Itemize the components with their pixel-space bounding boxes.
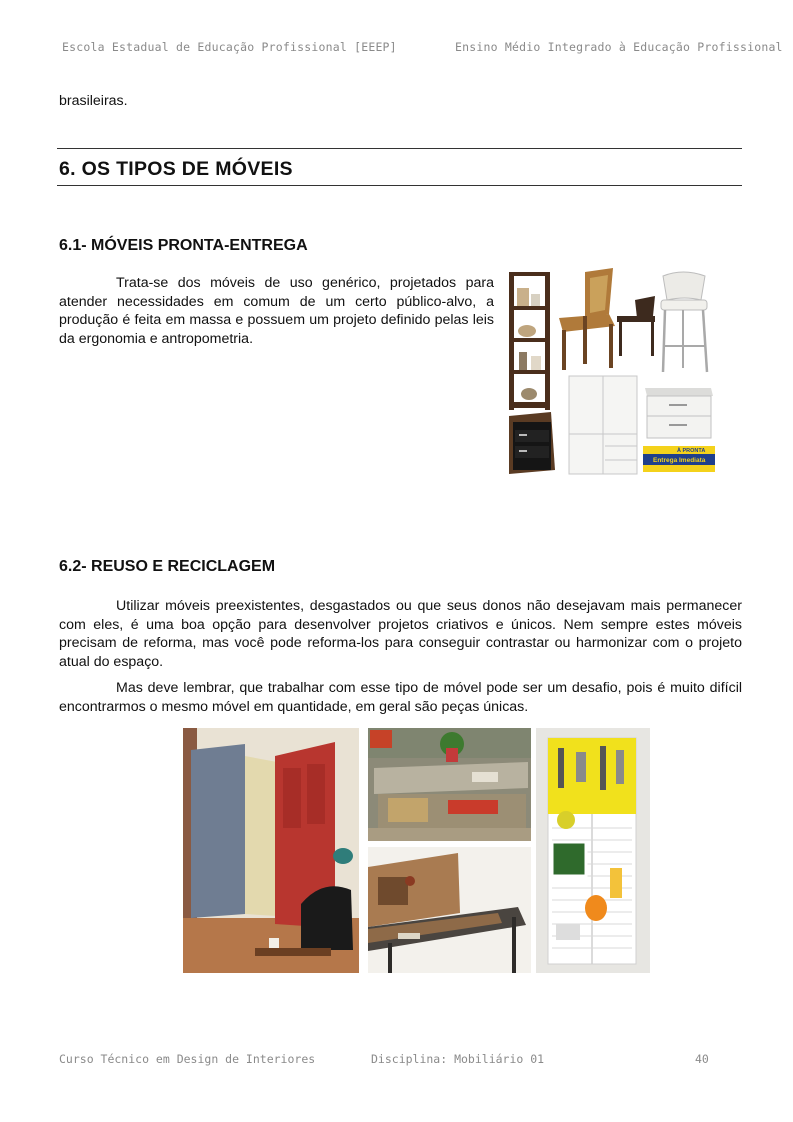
shutter-pegboard-image [536, 728, 650, 973]
doors-divider-image [183, 728, 359, 973]
white-cabinet-illustration [645, 388, 713, 438]
section-title: 6. OS TIPOS DE MÓVEIS [59, 158, 293, 180]
subsection-title-reuse: 6.2- REUSO E RECICLAGEM [59, 558, 276, 575]
badge-line-2: Entrega Imediata [653, 457, 706, 464]
ready-made-furniture-collage [505, 266, 717, 478]
shutter-pegboard-photo [536, 728, 650, 973]
footer-course: Curso Técnico em Design de Interiores [59, 1052, 316, 1066]
door-coffee-table-photo [368, 728, 531, 841]
reuse-paragraph-1: Utilizar móveis preexistentes, desgastados ou que seus donos não desejavam mais permanecer com eles, é uma boa opção para desenvolver projetos criativos e únicos. Nem sempre estes móveis precisam de reforma, mas você pode reforma-los para conseguir contrastar ou harmonizar com o projeto atual do espaço. [59, 598, 742, 670]
badge-line-1: À PRONTA [677, 448, 706, 454]
ready-delivery-badge [643, 446, 715, 472]
white-wardrobe-illustration [569, 376, 637, 474]
footer-page-number: 40 [695, 1052, 709, 1066]
footer-discipline: Disciplina: Mobiliário 01 [371, 1052, 545, 1066]
intro-text-tail: brasileiras. [59, 93, 128, 109]
door-desk-image [368, 847, 531, 973]
header-school: Escola Estadual de Educação Profissional [EEEP] [62, 40, 397, 54]
header-program: Ensino Médio Integrado à Educação Profissional [455, 40, 783, 54]
nightstand-illustration [509, 412, 555, 474]
section-rule-bottom [57, 185, 742, 186]
door-desk-photo [368, 847, 531, 973]
furniture-collage-image [505, 266, 717, 478]
door-coffee-table-image [368, 728, 531, 841]
subsection-title-ready-made: 6.1- MÓVEIS PRONTA-ENTREGA [59, 237, 308, 254]
section-rule-top [57, 148, 742, 149]
ready-made-paragraph: Trata-se dos móveis de uso genérico, projetados para atender necessidades em comum de um certo público-alvo, a produção é feita em massa e possuem um projeto definido pelas leis da ergonomia e antropometria. [59, 275, 494, 347]
doors-divider-photo [183, 728, 359, 973]
reuse-paragraph-2: Mas deve lembrar, que trabalhar com esse tipo de móvel pode ser um desafio, pois é muito difícil encontrarmos o mesmo móvel em quantidade, em geral são peças únicas. [59, 680, 742, 715]
